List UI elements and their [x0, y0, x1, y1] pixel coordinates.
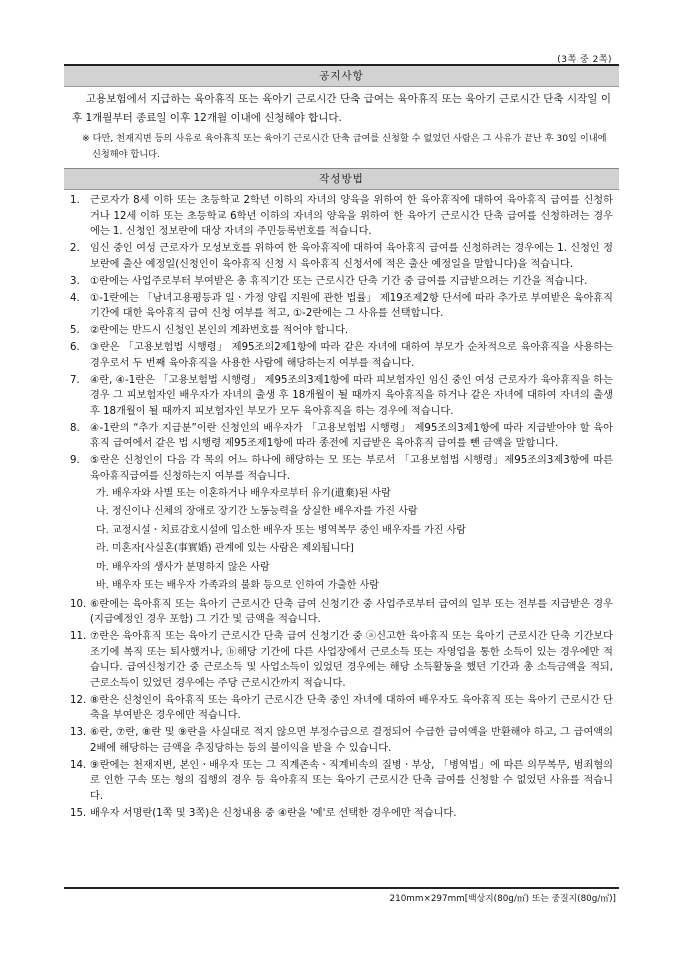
method-item — [70, 453, 613, 484]
method-item — [70, 193, 613, 240]
page-number: (3쪽 중 2쪽) — [557, 55, 612, 65]
method-item — [70, 693, 613, 724]
method-item-text: ①란에는 사업주로부터 부여받은 총 휴직기간 또는 근로시간 단축 기간 중 급여를 지급받으려는 기간을 적습니다. — [90, 275, 588, 287]
method-item-text: ⑨란에는 천재지변, 본인ㆍ배우자 또는 그 직계존속ㆍ직계비속의 질병ㆍ부상, 「병역법」에 따른 의무복무, 범죄혐의로 인한 구속 또는 형의 집행의 경우 등 육아휴직 또는 육아기 근로시간 단축 급여를 신청할 수 없었던 사유를 적습니다. — [90, 759, 613, 802]
method-item-text: ⑥란에는 육아휴직 또는 육아기 근로시간 단축 급여 신청기간 중 사업주로부터 급여의 일부 또는 전부를 지급받은 경우(지급예정인 경우 포함) 그 기간 및 금액을 적습니다. — [90, 598, 613, 625]
method-subitem: 마. 배우자의 생사가 분명하지 않은 사람 — [96, 561, 270, 573]
method-item-text: ⑧란은 신청인이 육아휴직 또는 육아기 근로시간 단축 중인 자녀에 대하여 배우자도 육아휴직 또는 육아기 근로시간 단축을 부여받은 경우에만 적습니다. — [90, 694, 613, 721]
method-item — [70, 241, 613, 272]
method-item-text: 임신 중인 여성 근로자가 모성보호를 위하여 한 육아휴직에 대하여 육아휴직 급여를 신청하려는 경우에는 1. 신청인 정보란에 출산 예정일(신청인이 육아휴직 신청 시 육아휴직 신청서에 적은 출산 예정일을 말합니다)을 적습니다. — [90, 243, 613, 270]
instructions-form — [64, 64, 619, 823]
method-subitem: 다. 교정시설ㆍ치료감호시설에 입소한 배우자 또는 병역복무 중인 배우자를 가진 사람 — [96, 524, 466, 536]
method-item-number: 9. — [70, 455, 80, 466]
footer-rule — [64, 887, 619, 889]
method-item — [70, 629, 613, 691]
method-item-number: 4. — [70, 292, 80, 304]
paper-spec: 210mm×297mm[백상지(80g/㎡) 또는 중질지(80g/㎡)] — [389, 894, 616, 904]
method-item — [70, 597, 613, 628]
method-item-text: ④-1란의 “추가 지급분”이란 신청인의 배우자가 「고용보험법 시행령」 제95조의3제1항에 따라 지급받아야 할 육아휴직 급여에서 같은 법 시행령 제95조제1항에 따라 종전에 지급받은 육아휴직 급여를 뺀 금액을 말합니다. — [90, 422, 613, 449]
method-subitem: 나. 정신이나 신체의 장애로 장기간 노동능력을 상실한 배우자를 가진 사람 — [96, 506, 418, 517]
methods-title: 작성방법 — [64, 169, 619, 190]
method-item — [70, 340, 613, 371]
method-item-text: ②란에는 반드시 신청인 본인의 계좌번호를 적어야 합니다. — [90, 325, 349, 336]
method-item-text: ⑥란, ⑦란, ⑧란 및 ⑨란을 사실대로 적지 않으면 부정수급으로 결정되어 수급한 급여액을 반환해야 하고, 그 급여액의 2배에 해당하는 금액을 추징당하는 등의 불이익을 받을 수 있습니다. — [90, 727, 613, 754]
method-item-number: 12. — [70, 694, 87, 706]
notice-title: 공지사항 — [64, 66, 619, 87]
notice-body: 고용보험에서 지급하는 육아휴직 또는 육아기 근로시간 단축 급여는 육아휴직 또는 육아기 근로시간 단축 시작일 이후 1개월부터 종료일 이후 12개월 이내에 신청해야 합니다. — [72, 93, 611, 124]
method-item — [70, 274, 613, 290]
method-item-number: 10. — [70, 598, 87, 610]
method-item — [70, 421, 613, 452]
method-item — [70, 291, 613, 322]
method-item-number: 6. — [70, 342, 80, 353]
method-subitem: 바. 배우자 또는 배우자 가족과의 불화 등으로 인하여 가출한 사람 — [96, 580, 379, 591]
method-item — [70, 806, 613, 822]
method-item-number: 5. — [70, 325, 80, 336]
method-item-number: 3. — [70, 275, 80, 287]
method-item-text: ⑦란은 육아휴직 또는 육아기 근로시간 단축 급여 신청기간 중 ⓐ신고한 육아휴직 또는 육아기 근로시간 단축 기간보다 조기에 복직 또는 퇴사했거나, ⓑ해당 기간에 다른 사업장에서 근로소득 또는 자영업을 통한 소득이 있는 경우에만 적습니다. 급여신청기간 중 근로소득 및 사업소득이 있었던 경우에는 해당 소득활동을 했던 기간과 총 소득금액을 적되, 근로소득이 있었던 경우에는 주당 근로시간까지 적습니다. — [90, 631, 613, 689]
method-item-number: 8. — [70, 422, 80, 434]
method-item-text: 배우자 서명란(1쪽 및 3쪽)은 신청내용 중 ④란을 '예'로 선택한 경우에만 적습니다. — [90, 807, 457, 819]
method-item-number: 1. — [70, 195, 80, 206]
method-item — [70, 323, 613, 339]
method-item-number: 15. — [70, 807, 87, 819]
method-item-text: 근로자가 8세 이하 또는 초등학교 2학년 이하의 자녀의 양육을 위하여 한 육아휴직에 대하여 육아휴직 급여를 신청하거나 12세 이하 또는 초등학교 6학년 이하의 자녀의 양육을 위하여 한 육아기 근로시간 단축 급여를 신청하려는 경우에는 1. 신청인 정보란에 대상 자녀의 주민등록번호를 적습니다. — [90, 195, 613, 237]
method-item-number: 7. — [70, 374, 80, 386]
method-item-text: ①-1란에는 「남녀고용평등과 일ㆍ가정 양립 지원에 관한 법률」 제19조제2항 단서에 따라 추가로 부여받은 육아휴직 기간에 대한 육아휴직 급여 신청 여부를 적고, ①-2란에는 그 사유를 선택합니다. — [90, 292, 613, 319]
method-subitem: 라. 미혼자[사실혼(事實婚) 관계에 있는 사람은 제외됩니다] — [96, 543, 354, 554]
method-item — [70, 373, 613, 420]
method-subitem: 가. 배우자와 사별 또는 이혼하거나 배우자로부터 유기(遺棄)된 사람 — [96, 487, 391, 499]
method-item-text: ④란, ④-1란은 「고용보험법 시행령」 제95조의3제1항에 따라 피보험자인 임신 중인 여성 근로자가 육아휴직을 하는 경우 그 피보험자인 배우자가 자녀의 출생 후 18개월이 될 때까지 육아휴직을 하거나 같은 자녀에 대하여 자녀의 출생 후 18개월이 될 때까지 피보험자인 부모가 모두 육아휴직을 하는 경우에 적습니다. — [90, 374, 613, 417]
method-item-number: 13. — [70, 727, 87, 738]
method-item — [70, 758, 613, 805]
methods-list — [64, 190, 619, 821]
notice-note: ※ 다만, 천재지변 등의 사유로 육아휴직 또는 육아기 근로시간 단축 급여를 신청할 수 없었던 사람은 그 사유가 끝난 후 30일 이내에 신청해야 합니다. — [82, 133, 607, 160]
method-item — [70, 725, 613, 756]
method-item-text: ③란은 「고용보험법 시행령」 제95조의2제1항에 따라 같은 자녀에 대하여 부모가 순차적으로 육아휴직을 사용하는 경우로서 두 번째 육아휴직을 사용한 사람에 해당하는지 여부를 적습니다. — [90, 342, 613, 369]
method-item-number: 14. — [70, 759, 87, 771]
method-item-text: ⑤란은 신청인이 다음 각 목의 어느 하나에 해당하는 모 또는 부로서 「고용보험법 시행령」제95조의3제3항에 따른 육아휴직급여를 신청하는지 여부를 적습니다. — [90, 455, 613, 482]
method-item-number: 2. — [70, 243, 80, 254]
method-item-number: 11. — [70, 631, 87, 642]
